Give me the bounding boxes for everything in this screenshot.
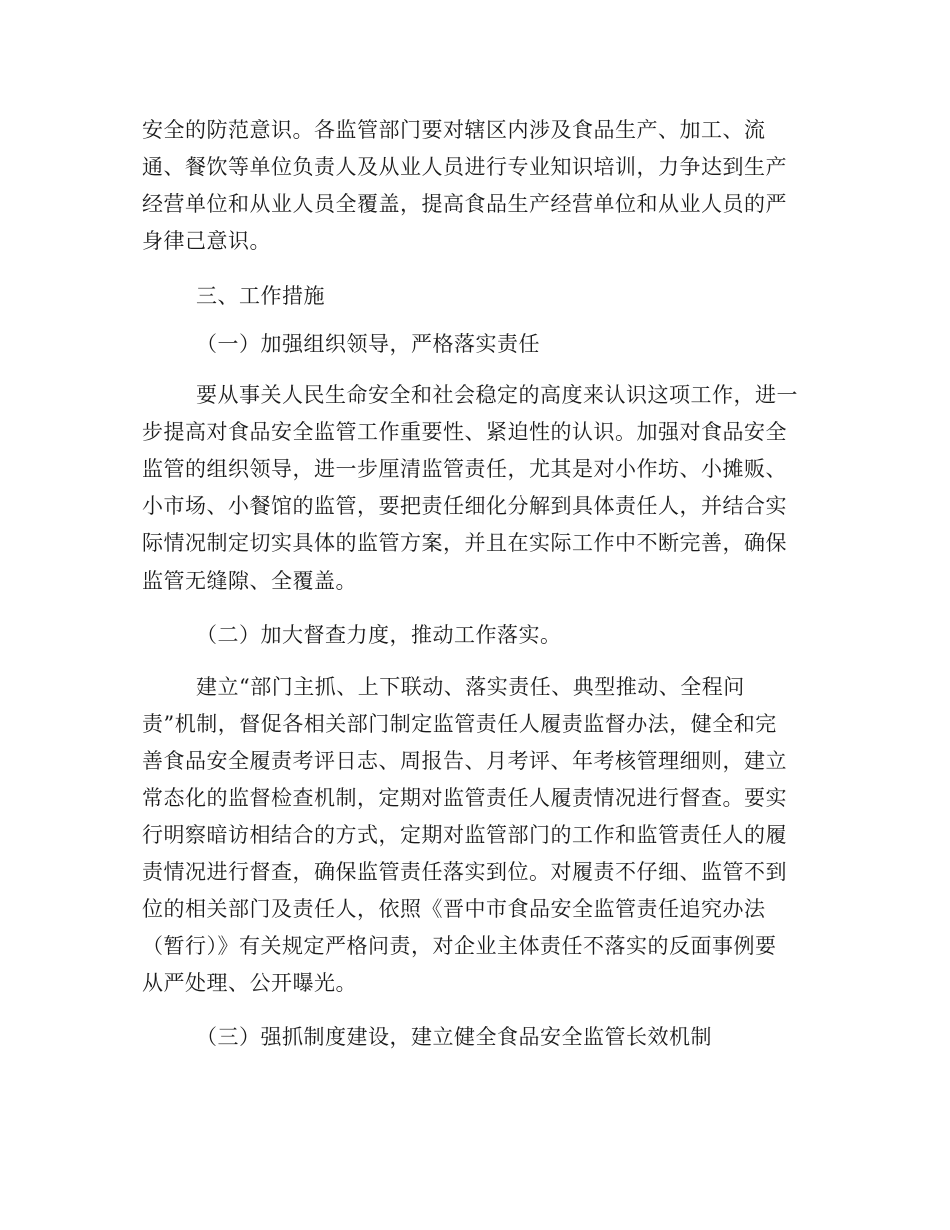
paragraph-line: 位的相关部门及责任人，依照《晋中市食品安全监管责任追究办法	[142, 897, 766, 921]
subsection-heading: （三）强抓制度建设，建立健全食品安全监管长效机制	[196, 1025, 712, 1049]
paragraph-line: 监管的组织领导，进一步厘清监管责任，尤其是对小作坊、小摊贩、	[142, 457, 787, 481]
paragraph-line: 常态化的监督检查机制，定期对监管责任人履责情况进行督查。要实	[142, 786, 787, 810]
paragraph-line: 身律己意识。	[142, 229, 271, 253]
paragraph-line: 善食品安全履责考评日志、周报告、月考评、年考核管理细则，建立	[142, 749, 787, 773]
paragraph-line: 从严处理、公开曝光。	[142, 971, 357, 995]
paragraph-line: 通、餐饮等单位负责人及从业人员进行专业知识培训，力争达到生产	[142, 155, 787, 179]
paragraph-line: 责”机制，督促各相关部门制定监管责任人履责监督办法，健全和完	[142, 712, 777, 736]
paragraph-line: 际情况制定切实具体的监管方案，并且在实际工作中不断完善，确保	[142, 531, 787, 555]
paragraph-line: 监管无缝隙、全覆盖。	[142, 569, 357, 593]
paragraph-line: 安全的防范意识。各监管部门要对辖区内涉及食品生产、加工、流	[142, 118, 766, 142]
paragraph-line: （暂行）》有关规定严格问责，对企业主体责任不落实的反面事例要	[142, 934, 777, 958]
paragraph-line: 要从事关人民生命安全和社会稳定的高度来认识这项工作，进一	[196, 383, 798, 407]
paragraph-line: 小市场、小餐馆的监管，要把责任细化分解到具体责任人，并结合实	[142, 494, 787, 518]
paragraph-line: 建立“部门主抓、上下联动、落实责任、典型推动、全程问	[196, 675, 745, 699]
subsection-heading: （二）加大督查力度，推动工作落实。	[196, 623, 562, 647]
paragraph-line: 行明察暗访相结合的方式，定期对监管部门的工作和监管责任人的履	[142, 823, 787, 847]
subsection-heading: （一）加强组织领导，严格落实责任	[196, 332, 540, 356]
section-heading: 三、工作措施	[196, 284, 325, 308]
paragraph-line: 步提高对食品安全监管工作重要性、紧迫性的认识。加强对食品安全	[142, 420, 787, 444]
paragraph-line: 责情况进行督查，确保监管责任落实到位。对履责不仔细、监管不到	[142, 860, 787, 884]
paragraph-line: 经营单位和从业人员全覆盖，提高食品生产经营单位和从业人员的严	[142, 192, 787, 216]
